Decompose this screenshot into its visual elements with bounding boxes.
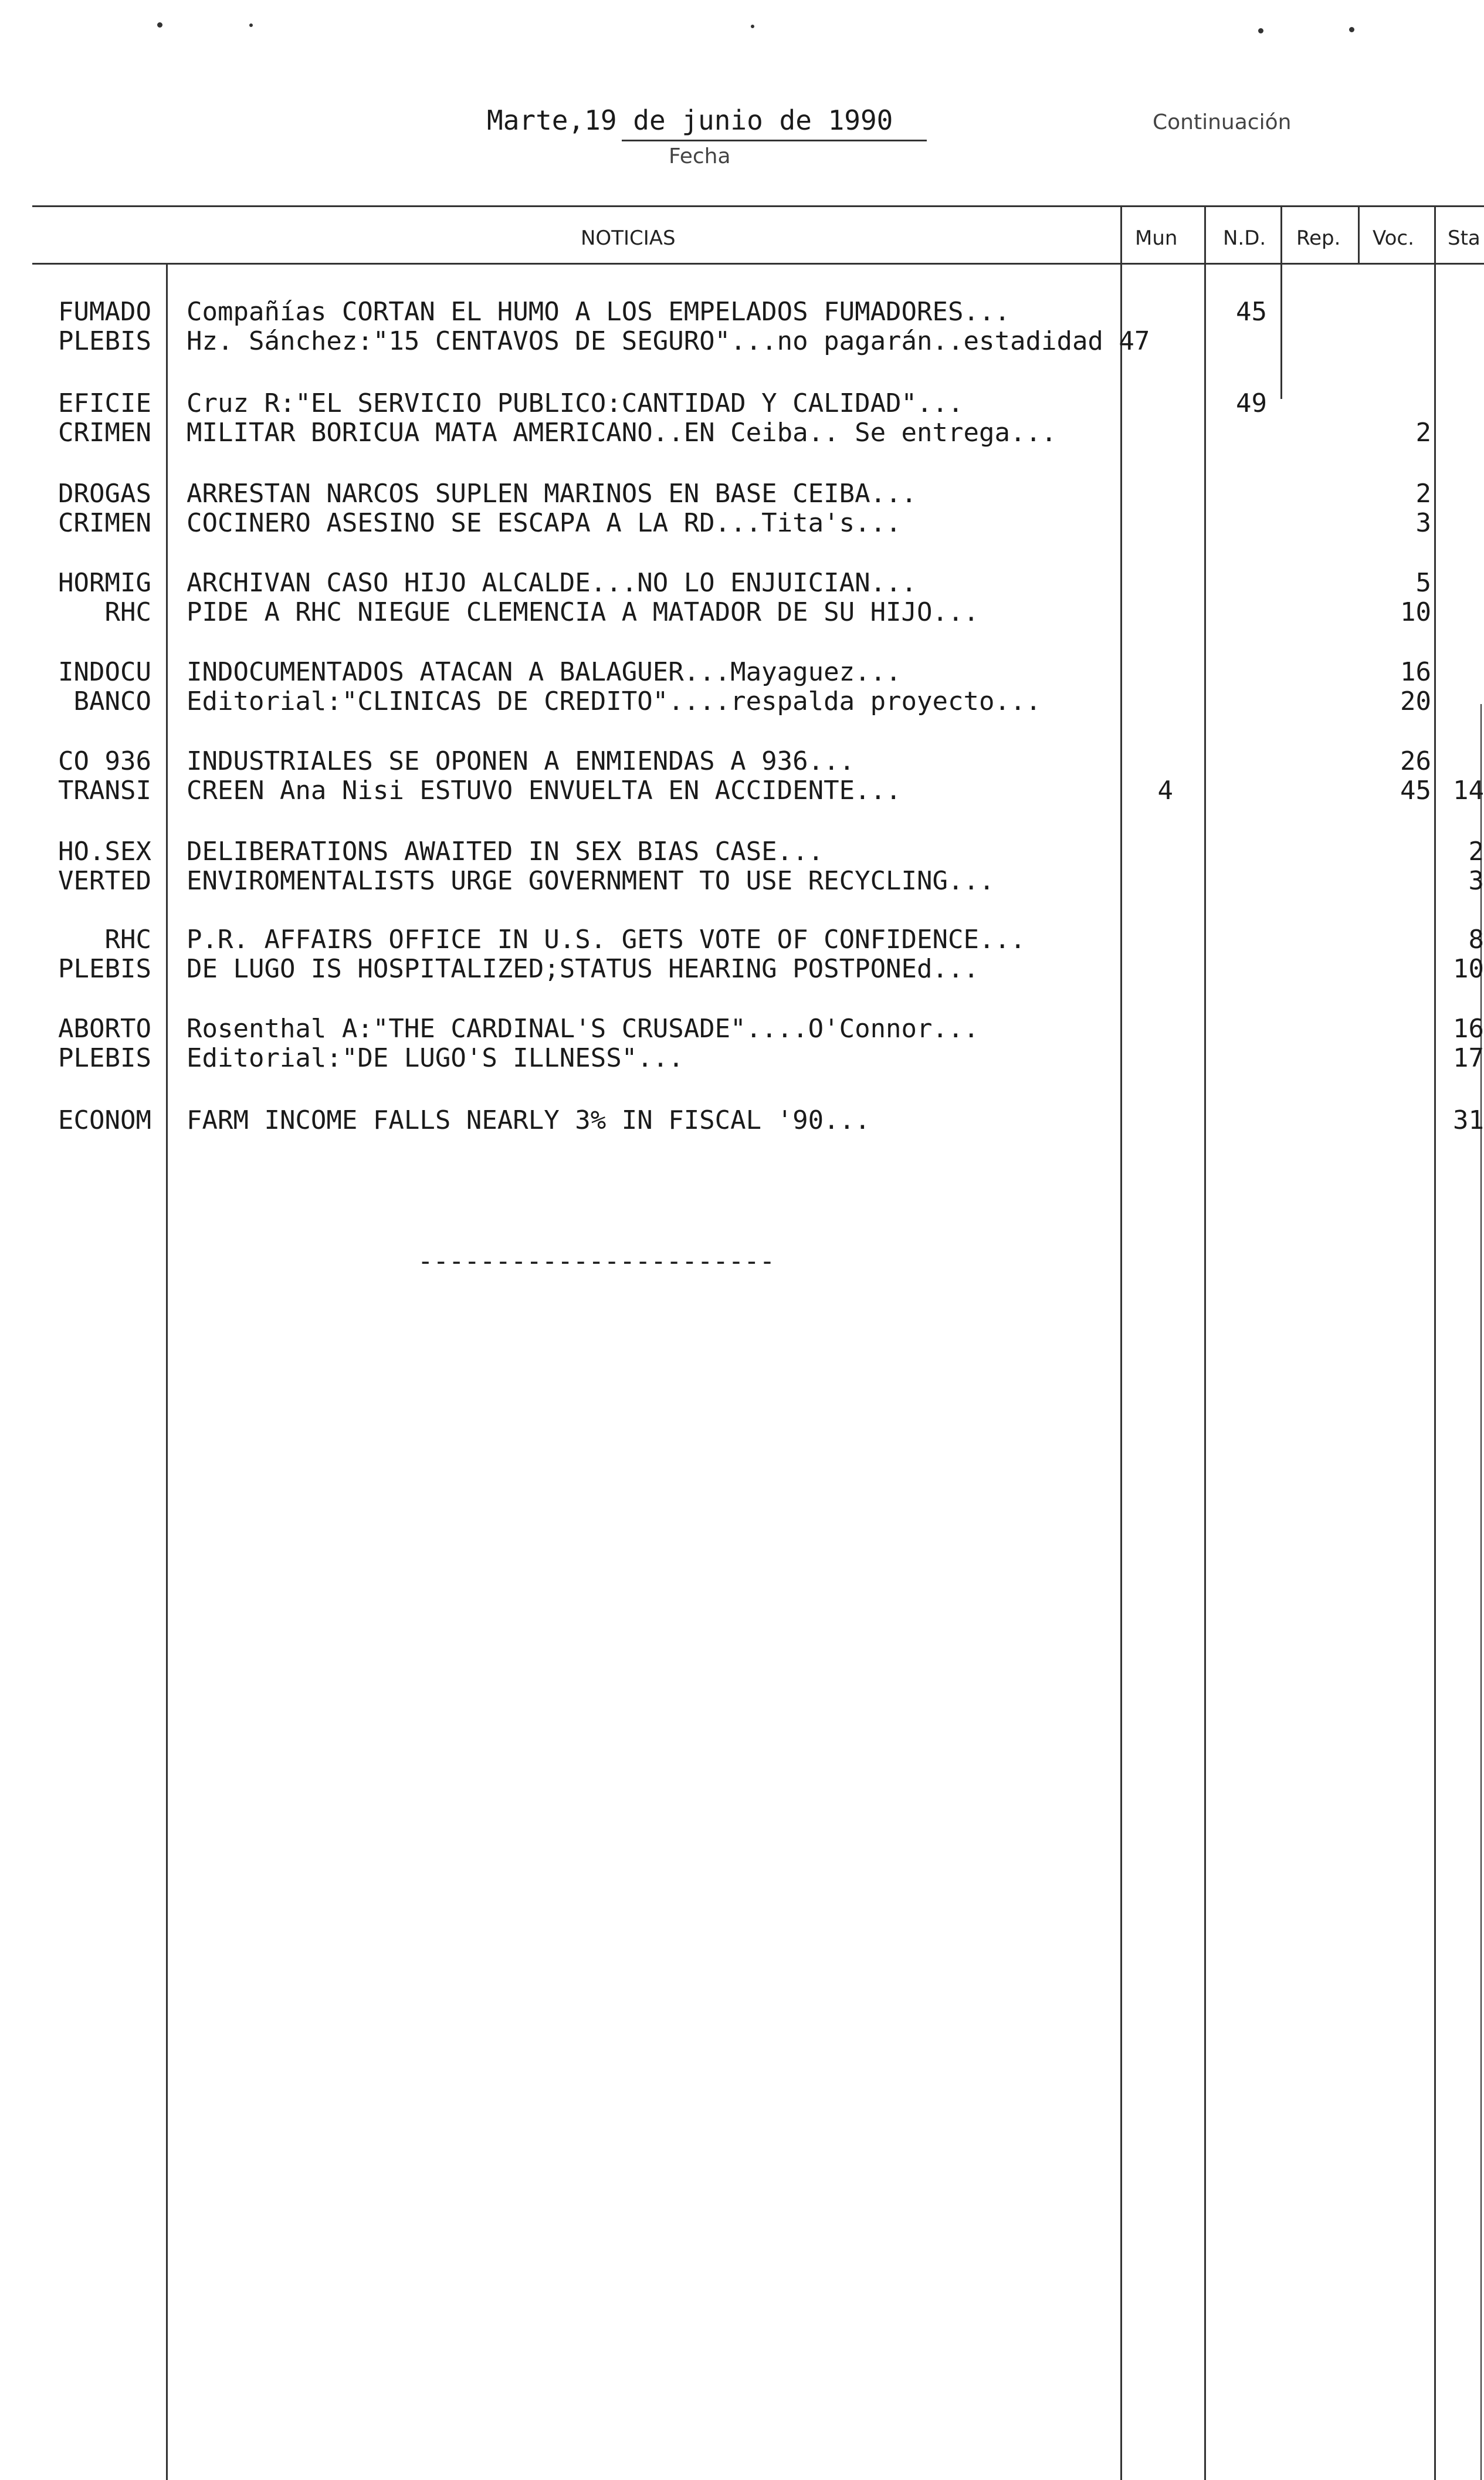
- row-voc-value: 20: [1400, 686, 1431, 716]
- row-headline: ARCHIVAN CASO HIJO ALCALDE...NO LO ENJUICIAN...: [187, 568, 917, 598]
- date-caption: Fecha: [669, 144, 731, 168]
- row-tag: HO.SEX: [58, 837, 151, 867]
- row-voc-value: 2: [1415, 479, 1431, 509]
- row-sta-value: 31: [1453, 1105, 1484, 1135]
- row-tag: EFICIE: [58, 388, 151, 418]
- row-headline: P.R. AFFAIRS OFFICE IN U.S. GETS VOTE OF CONFIDENCE...: [187, 925, 1026, 955]
- row-headline: Hz. Sánchez:"15 CENTAVOS DE SEGURO"...no pagarán..estadidad 47: [187, 326, 1150, 356]
- date-line: Marte,19 de junio de 1990: [487, 104, 893, 136]
- row-sta-value: 3: [1468, 866, 1484, 896]
- table-header-rule: [32, 263, 1484, 265]
- column-header-mun: Mun: [1135, 226, 1178, 250]
- column-header-rep: Rep.: [1296, 226, 1341, 250]
- scan-speck: [1258, 28, 1263, 33]
- row-nd-value: 49: [1236, 388, 1267, 418]
- row-tag: RHC: [104, 925, 151, 955]
- column-header-nd: N.D.: [1223, 226, 1266, 250]
- end-marker: -----------------------: [418, 1246, 775, 1276]
- row-tag: HORMIG: [58, 568, 151, 598]
- row-tag: CRIMEN: [58, 418, 151, 448]
- row-sta-value: 17: [1453, 1043, 1484, 1073]
- row-voc-value: 16: [1400, 657, 1431, 687]
- row-headline: Editorial:"CLINICAS DE CREDITO"....respalda proyecto...: [187, 686, 1041, 716]
- row-headline: ENVIROMENTALISTS URGE GOVERNMENT TO USE RECYCLING...: [187, 866, 995, 896]
- row-tag: ECONOM: [58, 1105, 151, 1135]
- table-top-rule: [32, 205, 1484, 207]
- column-divider-voc: [1358, 205, 1360, 264]
- column-divider-nd: [1204, 205, 1206, 2480]
- row-tag: FUMADO: [58, 297, 151, 327]
- row-headline: PIDE A RHC NIEGUE CLEMENCIA A MATADOR DE SU HIJO...: [187, 597, 980, 627]
- row-headline: DELIBERATIONS AWAITED IN SEX BIAS CASE...: [187, 837, 824, 867]
- scan-speck: [249, 23, 253, 27]
- row-sta-value: 10: [1453, 954, 1484, 984]
- row-tag: INDOCU: [58, 657, 151, 687]
- column-divider-mun: [1120, 205, 1122, 2480]
- row-voc-value: 45: [1400, 776, 1431, 806]
- column-header-noticias: NOTICIAS: [581, 226, 676, 250]
- row-mun-value: 4: [1157, 776, 1173, 806]
- date-underline: [622, 140, 927, 141]
- column-divider-rep: [1280, 205, 1282, 399]
- row-headline: Compañías CORTAN EL HUMO A LOS EMPELADOS FUMADORES...: [187, 297, 1010, 327]
- row-voc-value: 10: [1400, 597, 1431, 627]
- row-tag: BANCO: [73, 686, 151, 716]
- row-sta-value: 16: [1453, 1014, 1484, 1044]
- row-headline: INDUSTRIALES SE OPONEN A ENMIENDAS A 936...: [187, 746, 855, 776]
- row-tag: DROGAS: [58, 479, 151, 509]
- row-tag: CRIMEN: [58, 508, 151, 538]
- row-headline: COCINERO ASESINO SE ESCAPA A LA RD...Tita's...: [187, 508, 902, 538]
- row-headline: MILITAR BORICUA MATA AMERICANO..EN Ceiba.. Se entrega...: [187, 418, 1057, 448]
- row-headline: Cruz R:"EL SERVICIO PUBLICO:CANTIDAD Y CALIDAD"...: [187, 388, 964, 418]
- row-tag: PLEBIS: [58, 326, 151, 356]
- row-headline: INDOCUMENTADOS ATACAN A BALAGUER...Mayaguez...: [187, 657, 902, 687]
- row-voc-value: 3: [1415, 508, 1431, 538]
- continuation-label: Continuación: [1153, 110, 1292, 134]
- row-tag: RHC: [104, 597, 151, 627]
- row-tag: ABORTO: [58, 1014, 151, 1044]
- row-tag: CO 936: [58, 746, 151, 776]
- row-sta-value: 8: [1468, 925, 1484, 955]
- scan-speck: [157, 22, 162, 28]
- column-header-sta: Sta: [1448, 226, 1480, 250]
- row-tag: PLEBIS: [58, 954, 151, 984]
- row-headline: Editorial:"DE LUGO'S ILLNESS"...: [187, 1043, 684, 1073]
- row-tag: PLEBIS: [58, 1043, 151, 1073]
- row-nd-value: 45: [1236, 297, 1267, 327]
- scan-speck: [751, 25, 754, 28]
- row-voc-value: 2: [1415, 418, 1431, 448]
- row-headline: Rosenthal A:"THE CARDINAL'S CRUSADE"....O'Connor...: [187, 1014, 980, 1044]
- row-headline: CREEN Ana Nisi ESTUVO ENVUELTA EN ACCIDENTE...: [187, 776, 902, 806]
- row-headline: FARM INCOME FALLS NEARLY 3% IN FISCAL '90...: [187, 1105, 870, 1135]
- column-divider-sta: [1434, 205, 1436, 2480]
- row-headline: ARRESTAN NARCOS SUPLEN MARINOS EN BASE CEIBA...: [187, 479, 917, 509]
- row-voc-value: 26: [1400, 746, 1431, 776]
- column-header-voc: Voc.: [1373, 226, 1414, 250]
- row-tag: VERTED: [58, 866, 151, 896]
- row-sta-value: 14: [1453, 776, 1484, 806]
- row-headline: DE LUGO IS HOSPITALIZED;STATUS HEARING POSTPONEd...: [187, 954, 980, 984]
- row-voc-value: 5: [1415, 568, 1431, 598]
- row-sta-value: 2: [1468, 837, 1484, 867]
- scan-speck: [1349, 27, 1354, 32]
- column-divider-tags: [166, 264, 168, 2480]
- row-tag: TRANSI: [58, 776, 151, 806]
